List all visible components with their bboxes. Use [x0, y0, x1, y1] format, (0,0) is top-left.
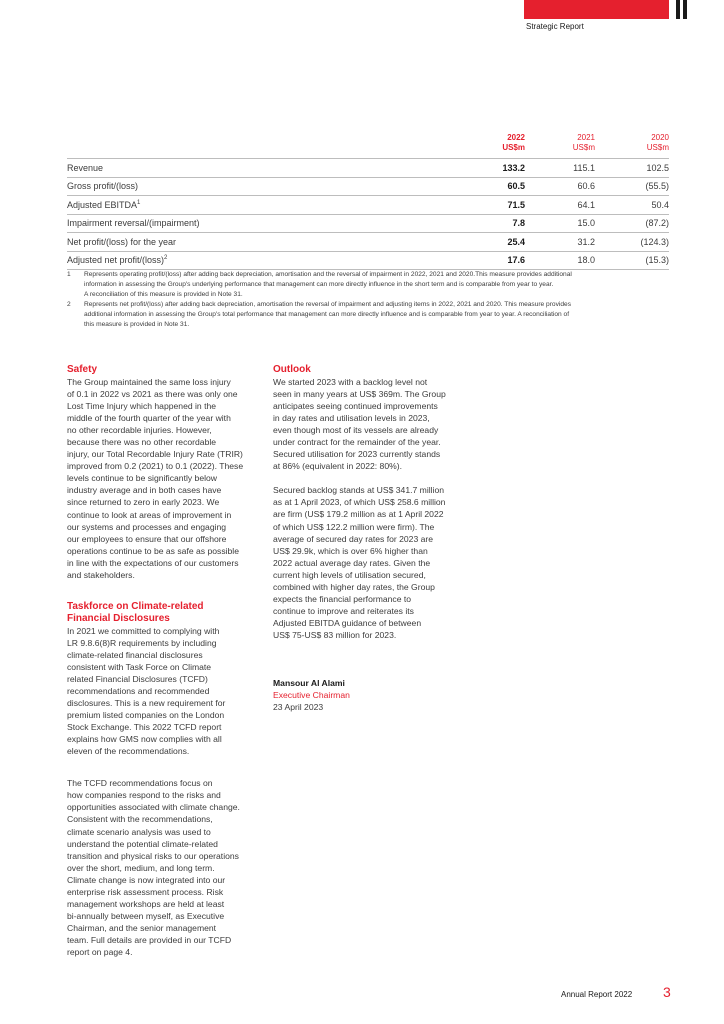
signatory-name: Mansour Al Alami: [273, 677, 345, 688]
header-bar-mark: [683, 0, 687, 19]
outlook-text: Secured backlog stands at US$ 341.7 million as at 1 April 2023, of which US$ 258.6 million are firm (US$ 179.2 million as at 1 April 2022 of which US$ 122.2 million were firm). The average of secured day rates for 2023 are US$ 29.9k, which is over 6% higher than 2022 actual average day rates. Given the current high levels of utilisation secured, combined with higher day rates, the Group expects the financial performance to continue to improve and reiterates its Adjusted EBITDA guidance of between US$ 75-US$ 83 million for 2023.: [273, 485, 446, 640]
value-2022: 71.5: [507, 199, 525, 210]
value-2021: 64.1: [577, 199, 595, 210]
value-2022: 60.5: [507, 181, 525, 192]
column-header-2021: 2021 US$m: [572, 133, 595, 152]
value-2021: 18.0: [577, 255, 595, 266]
table-header: [67, 133, 669, 158]
signatory-title: Executive Chairman: [273, 689, 350, 700]
tcfd-text: The TCFD recommendations focus on how companies respond to the risks and opportunities associated with climate change. Consistent with the recommendations, climate scenario analysis was used to understand the potential climate-related transition and physical risks to our operations over the short, medium, and long term. Climate change is now integrated into our enterprise risk assessment process. Risk management workshops are held at least bi-annually between myself, as Executive Chairman, and the senior management team. Full details are provided in our TCFD report on page 4.: [67, 778, 240, 957]
value-2020: (87.2): [645, 218, 669, 229]
value-2022: 133.2: [502, 162, 525, 173]
value-2021: 31.2: [577, 236, 595, 247]
header-bar-mark: [676, 0, 680, 19]
table-row: [67, 158, 669, 177]
footnote: 1 Represents operating profit/(loss) after adding back depreciation, amortisation and the reversal of impairment in 2022, 2021 and 2020.This measure provides additional information in assessing the Group's underlying performance that management can more directly influence in the short term and is comparable from year to year. A reconciliation of this measure is provided in Note 31.: [67, 271, 572, 299]
value-2022: 7.8: [512, 218, 525, 229]
left-column: [67, 364, 267, 958]
value-2020: 50.4: [651, 199, 669, 210]
outlook-heading: Outlook: [273, 364, 311, 375]
financial-summary-table: [67, 133, 669, 270]
table-row: [67, 251, 669, 271]
footnote: 2 Represents net profit/(loss) after adding back depreciation, amortisation the reversal of impairment and adjusting items in 2022, 2021 and 2020. This measure provides additional information in assessing the Group's total performance that management can more directly influence and is comparable from year to year. A reconciliation of this measure is provided in Note 31.: [67, 301, 571, 329]
footnotes: [67, 270, 671, 331]
outlook-text: We started 2023 with a backlog level not seen in many years at US$ 369m. The Group anticipates seeing continued improvements in day rates and utilisation levels in 2023, even though most of its vessels are already under contract for the remainder of the year. Secured utilisation for 2023 currently stands at 86% (equivalent in 2022: 80%).: [273, 377, 446, 472]
value-2022: 17.6: [507, 255, 525, 266]
table-row: [67, 232, 669, 251]
value-2020: (124.3): [640, 236, 669, 247]
row-label: Revenue: [67, 162, 104, 173]
footer-report-title: Annual Report 2022: [561, 990, 633, 999]
safety-text: The Group maintained the same loss injury of 0.1 in 2022 vs 2021 as there was only one Lost Time Injury which happened in the middle of the fourth quarter of the year with no other recordable injuries. However, because there was no other recordable injury, our Total Recordable Injury Rate (TRIR) improved from 0.2 (2021) to 0.1 (2022). These levels continue to be significantly below industry average and in both cases have since returned to zero in early 2023. We continue to look at areas of improvement in our systems and processes and engaging our employees to ensure that our offshore operations continue to be as safe as possible in line with the expectations of our customers and stakeholders.: [67, 377, 244, 580]
row-label: Gross profit/(loss): [67, 181, 139, 192]
column-header-2020: 2020 US$m: [646, 133, 669, 152]
value-2021: 15.0: [577, 218, 595, 229]
value-2020: 102.5: [646, 162, 669, 173]
row-label: Adjusted net profit/(loss)$^2$: [67, 255, 168, 266]
table-row: [67, 195, 669, 214]
row-label: Impairment reversal/(impairment): [67, 218, 200, 229]
column-header-2022: 2022 US$m: [502, 133, 525, 152]
page-number: 3: [663, 984, 671, 1000]
value-2021: 115.1: [573, 162, 595, 173]
signature-date: 23 April 2023: [273, 701, 324, 712]
row-label: Adjusted EBITDA$^1$: [67, 199, 141, 210]
section-label: Strategic Report: [526, 22, 584, 31]
value-2020: (55.5): [645, 181, 669, 192]
value-2021: 60.6: [577, 181, 595, 192]
table-row: [67, 214, 669, 233]
header-red-block: [524, 0, 669, 19]
value-2020: (15.3): [645, 255, 669, 266]
tcfd-heading: Taskforce on Climate-related Financial Disclosures: [67, 600, 204, 624]
tcfd-text: In 2021 we committed to complying with LR 9.8.6(8)R requirements by including climate-related financial disclosures consistent with Task Force on Climate related Financial Disclosures (TCFD) recommendations and recommended disclosures. This is a new requirement for premium listed companies on the London Stock Exchange. This 2022 TCFD report explains how GMS now complies with all eleven of the recommendations.: [67, 625, 226, 757]
table-row: [67, 177, 669, 196]
footnote-ref: 1: [137, 199, 141, 206]
value-2022: 25.4: [507, 236, 525, 247]
safety-heading: Safety: [67, 364, 98, 375]
right-column: [273, 364, 473, 713]
footnote-ref: 2: [164, 255, 168, 262]
row-label: Net profit/(loss) for the year: [67, 236, 177, 247]
